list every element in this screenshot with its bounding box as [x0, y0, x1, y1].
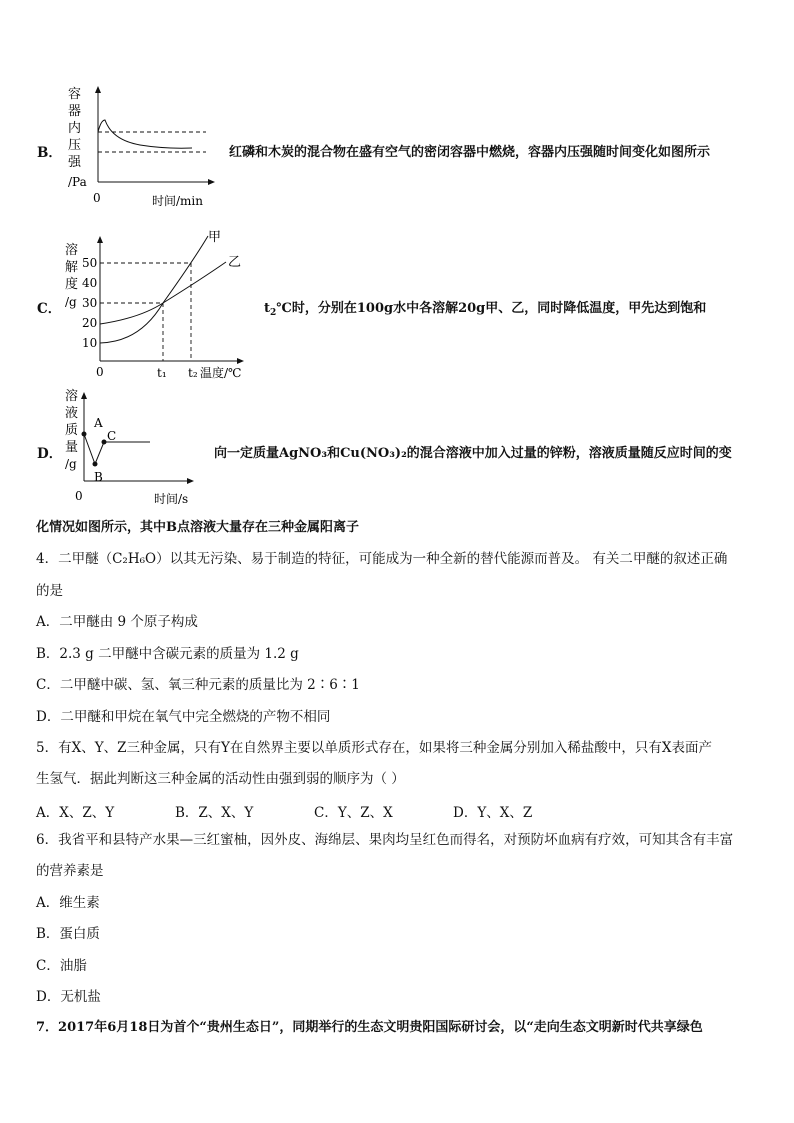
y-axis-arrow	[81, 392, 87, 399]
option-c-text	[264, 297, 706, 318]
q6-option-a: A．维生素	[36, 895, 100, 911]
q4-option-c: C．二甲醚中碳、氢、氧三种元素的质量比为 2∶6∶1	[36, 677, 360, 693]
option-b-label: B．	[37, 145, 62, 161]
option-d-text-continued: 化情况如图所示，其中B点溶液大量存在三种金属阳离子	[36, 520, 359, 535]
mass-curve	[84, 434, 150, 464]
y-label-char: 度	[65, 277, 79, 292]
q6-stem-line2: 的营养素是	[36, 863, 104, 879]
x-tick-label: t₁	[157, 366, 167, 380]
point-c-marker	[102, 440, 107, 445]
q5-option-b: B．Z、X、Y	[175, 805, 254, 821]
q4-stem-line2: 的是	[36, 583, 63, 599]
pressure-time-graph	[60, 82, 230, 212]
q5-stem-line2: 生氢气．据此判断这三种金属的活动性由强到弱的顺序为（ ）	[36, 771, 405, 787]
point-c-label: C	[107, 429, 117, 443]
q6-option-c: C．油脂	[36, 958, 87, 974]
x-label: 时间/min	[152, 194, 203, 208]
y-tick-label: 30	[82, 296, 98, 310]
q4-option-b: B．2.3 g 二甲醚中含碳元素的质量为 1.2 g	[36, 646, 299, 662]
y-label-char: 压	[68, 138, 82, 153]
y-axis-arrow	[95, 86, 101, 93]
point-a-marker	[82, 432, 87, 437]
point-a-label: A	[94, 416, 103, 430]
option-d-text: 向一定质量AgNO₃和Cu(NO₃)₂的混合溶液中加入过量的锌粉，溶液质量随反应时间的变	[214, 446, 732, 461]
y-label-char: 量	[65, 440, 79, 455]
solubility-graph	[60, 228, 250, 383]
q5-option-a: A．X、Z、Y	[36, 805, 115, 821]
option-c-text-suffix: ℃时，分别在100g水中各溶解20g甲、乙，同时降低温度，甲先达到饱和	[276, 301, 707, 316]
pressure-curve	[98, 120, 192, 148]
q5-option-d: D．Y、X、Z	[453, 805, 533, 821]
solution-mass-graph	[60, 386, 210, 511]
q4-stem-line1: 4．二甲醚（C₂H₆O）以其无污染、易于制造的特征，可能成为一种全新的替代能源而普及。 有关二甲醚的叙述正确	[36, 551, 728, 567]
q6-option-b: B．蛋白质	[36, 926, 100, 942]
y-tick-label: 20	[82, 316, 98, 330]
series-jia-curve	[100, 236, 208, 343]
y-label-char: 器	[68, 104, 82, 119]
series-yi-curve	[100, 262, 226, 324]
y-label-char: 液	[65, 406, 79, 421]
y-label-char: 溶	[65, 243, 79, 258]
point-b-label: B	[94, 470, 103, 484]
q6-option-d: D．无机盐	[36, 989, 101, 1005]
y-label-char: 内	[68, 121, 82, 136]
point-b-marker	[93, 462, 98, 467]
option-c-text-subscript: 2	[270, 308, 277, 318]
y-tick-label: 40	[82, 276, 98, 290]
origin-label: 0	[75, 489, 83, 503]
q7-stem-line1: 7．2017年6月18日为首个“贵州生态日”，同期举行的生态文明贵阳国际研讨会，以“走向生态文明新时代共享绿色	[36, 1020, 703, 1035]
y-unit: /Pa	[68, 175, 87, 189]
x-axis-arrow	[237, 358, 244, 364]
y-axis-arrow	[97, 236, 103, 243]
y-tick-label: 10	[82, 336, 98, 350]
option-b-text: 红磷和木炭的混合物在盛有空气的密闭容器中燃烧，容器内压强随时间变化如图所示	[229, 145, 711, 160]
y-label-char: 强	[68, 155, 82, 170]
q5-option-c: C．Y、Z、X	[314, 805, 393, 821]
origin-label: 0	[96, 365, 104, 379]
origin-label: 0	[93, 191, 101, 205]
y-label-char: 解	[65, 260, 79, 275]
y-unit: /g	[65, 457, 77, 471]
series-yi-label: 乙	[228, 255, 242, 270]
q6-stem-line1: 6．我省平和县特产水果—三红蜜柚，因外皮、海绵层、果肉均呈红色而得名，对预防坏血病有疗效，可知其含有丰富	[36, 832, 734, 848]
y-unit: /g	[65, 295, 77, 309]
y-tick-label: 50	[82, 256, 98, 270]
x-label: 时间/s	[154, 492, 189, 506]
option-c-text-prefix: t	[264, 301, 271, 316]
x-axis-arrow	[208, 179, 215, 185]
option-c-label: C．	[37, 301, 62, 317]
q4-option-a: A．二甲醚由 9 个原子构成	[36, 614, 198, 630]
x-label: 温度/℃	[200, 366, 242, 380]
series-jia-label: 甲	[208, 230, 222, 245]
x-axis-arrow	[187, 478, 194, 484]
x-tick-label: t₂	[188, 366, 198, 380]
y-label-char: 溶	[65, 389, 79, 404]
y-label-char: 质	[65, 423, 79, 438]
q5-stem-line1: 5．有X、Y、Z三种金属，只有Y在自然界主要以单质形式存在，如果将三种金属分别加入稀盐酸中，只有X表面产	[36, 740, 713, 756]
y-label-char: 容	[68, 87, 82, 102]
option-d-label: D．	[37, 446, 63, 462]
q4-option-d: D．二甲醚和甲烷在氧气中完全燃烧的产物不相同	[36, 709, 331, 725]
